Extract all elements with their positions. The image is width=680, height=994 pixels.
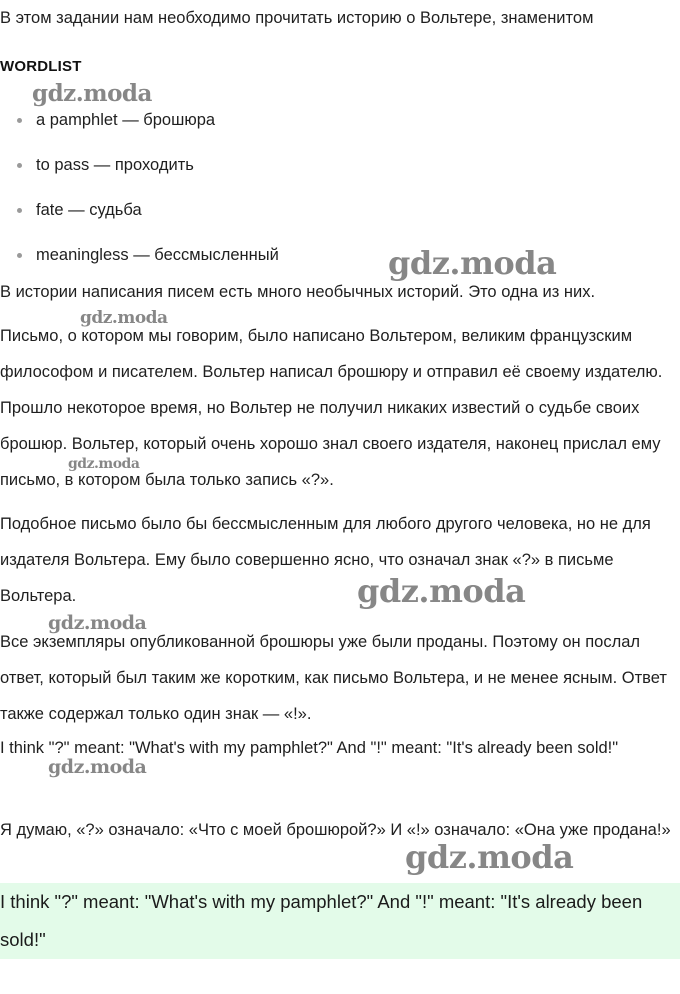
watermark: gdz.moda (32, 80, 152, 107)
wordlist (0, 100, 279, 280)
watermark: gdz.moda (405, 838, 574, 876)
intro-text-block (0, 0, 680, 46)
paragraph-english-answer: I think "?" meant: "What's with my pamphlet?" And "!" meant: "It's already been sold!" (0, 739, 619, 757)
watermark: gdz.moda (388, 244, 557, 282)
watermark: gdz.moda (80, 308, 168, 328)
wordlist-item: meaningless — бессмысленный (0, 235, 279, 280)
paragraph-reply: Все экземпляры опубликованной брошюры уже были проданы. Поэтому он послал ответ, который был таким же коротким, как письмо Вольтера, и не менее ясным. Ответ также содержал только один знак — «!». (0, 633, 667, 723)
answer-box (0, 883, 680, 959)
watermark: gdz.moda (68, 456, 140, 472)
intro-text: В этом задании нам необходимо прочитать историю о Вольтере, знаменитом (0, 9, 594, 27)
paragraph-meaning: Подобное письмо было бы бессмысленным для любого другого человека, но не для издателя Вольтера. Ему было совершенно ясно, что означал знак «?» в письме Вольтера. (0, 515, 651, 605)
wordlist-item: a pamphlet — брошюра (0, 100, 279, 145)
watermark: gdz.moda (357, 572, 526, 610)
answer-text: I think "?" meant: "What's with my pamphlet?" And "!" meant: "It's already been sold!" (0, 891, 643, 950)
intro-clip (0, 42, 680, 46)
wordlist-item: fate — судьба (0, 190, 279, 235)
paragraph-russian-translation: Я думаю, «?» означало: «Что с моей брошюрой?» И «!» означало: «Она уже продана!» (0, 821, 671, 839)
watermark: gdz.moda (48, 756, 147, 778)
paragraph-intro-story: В истории написания писем есть много необычных историй. Это одна из них. (0, 283, 596, 301)
paragraph-voltaire-letter: Письмо, о котором мы говорим, было написано Вольтером, великим французским философом и писателем. Вольтер написал брошюру и отправил её своему издателю. Прошло некоторое время, но Вольтер не получил никаких известий о судьбе своих брошюр. Вольтер, который очень хорошо знал своего издателя, наконец прислал ему письмо, в котором была только запись «?». (0, 327, 663, 489)
wordlist-item: to pass — проходить (0, 145, 279, 190)
watermark: gdz.moda (48, 612, 147, 634)
wordlist-title: WORDLIST (0, 58, 82, 75)
